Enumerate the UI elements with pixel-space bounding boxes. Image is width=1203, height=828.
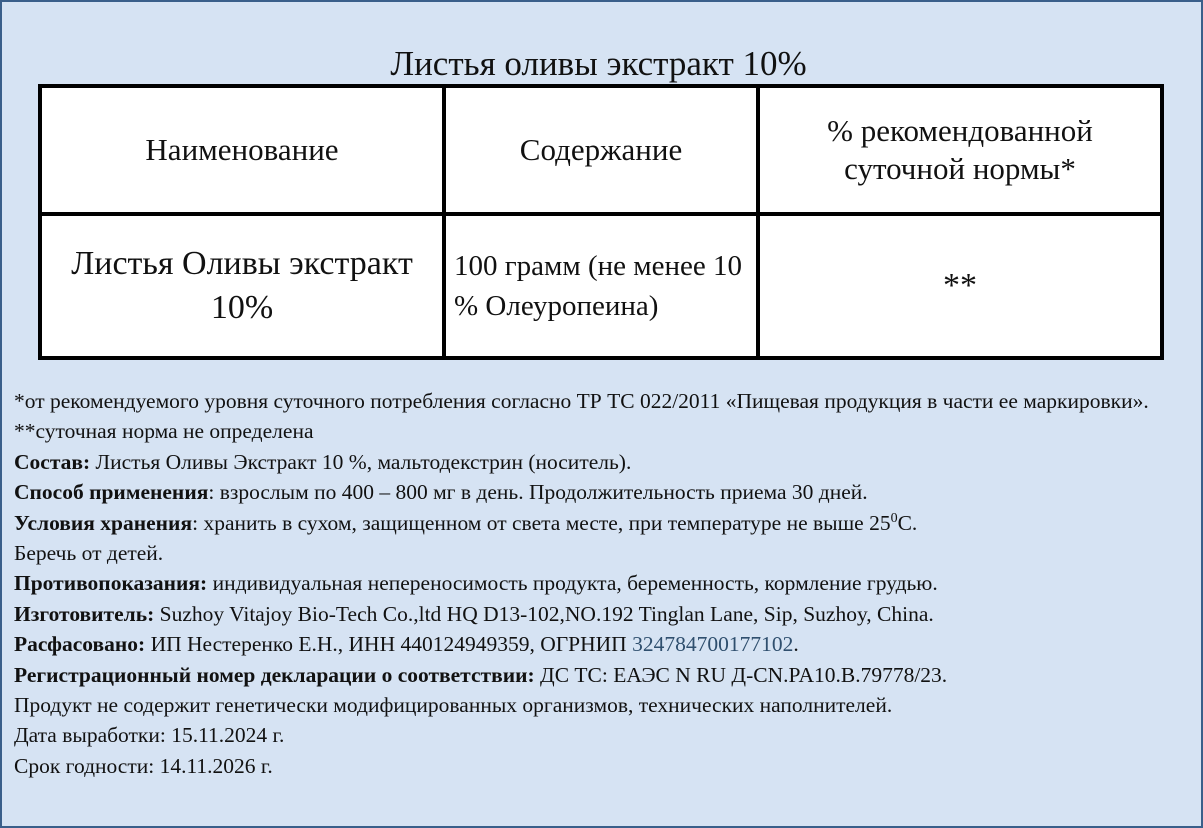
contraindications-line [14, 568, 1194, 598]
composition-line [14, 447, 1194, 477]
label-notes [14, 386, 1194, 781]
packed-text: ИП Нестеренко Е.Н., ИНН 440124949359, ОГРНИП [145, 632, 633, 657]
manufacturer-text: Suzhoy Vitajoy Bio-Tech Co.,ltd HQ D13-102,NO.192 Tinglan Lane, Sip, Suzhoy, China. [154, 601, 934, 626]
storage-line [14, 508, 1194, 538]
registration-line [14, 660, 1194, 690]
header-daily-percent: % рекомендованной суточной нормы* [758, 86, 1162, 214]
table-row [40, 214, 1162, 358]
cell-content: 100 грамм (не менее 10 % Олеуропеина) [444, 214, 758, 358]
composition-label: Состав: [14, 449, 91, 474]
storage-degree: 0 [890, 510, 898, 526]
nutrition-table [38, 84, 1164, 360]
header-name: Наименование [40, 86, 444, 214]
registration-label: Регистрационный номер декларации о соответствии: [14, 662, 535, 687]
manufacturer-label: Изготовитель: [14, 601, 155, 626]
gmo-statement: Продукт не содержит генетически модифицированных организмов, технических наполнителей. [14, 693, 893, 718]
storage-text: : хранить в сухом, защищенном от света месте, при температуре не выше 25 [192, 510, 891, 535]
children-warning: Беречь от детей. [14, 541, 164, 566]
usage-text: : взрослым по 400 – 800 мг в день. Продолжительность приема 30 дней. [208, 480, 868, 505]
table-header-row [40, 86, 1162, 214]
storage-unit: С. [897, 510, 918, 535]
packed-line [14, 629, 1194, 659]
cell-name: Листья Оливы экстракт 10% [40, 214, 444, 358]
header-content: Содержание [444, 86, 758, 214]
footnote-2: **суточная норма не определена [14, 419, 314, 444]
packed-end: . [793, 632, 799, 657]
packed-label: Расфасовано: [14, 632, 146, 657]
storage-label: Условия хранения [14, 510, 193, 535]
manufacturer-line [14, 599, 1194, 629]
production-date: Дата выработки: 15.11.2024 г. [14, 723, 285, 748]
registration-text: ДС ТС: ЕАЭС N RU Д-CN.PA10.В.79778/23. [534, 662, 948, 687]
composition-text: Листья Оливы Экстракт 10 %, мальтодекстрин (носитель). [90, 449, 632, 474]
expiry-date: Срок годности: 14.11.2026 г. [14, 753, 273, 778]
contraindications-label: Противопоказания: [14, 571, 208, 596]
cell-percent: ** [758, 214, 1162, 358]
product-title: Листья оливы экстракт 10% [390, 44, 807, 83]
ogrnip-number: 324784700177102 [632, 632, 794, 657]
usage-label: Способ применения [14, 480, 209, 505]
usage-line [14, 477, 1194, 507]
contraindications-text: индивидуальная непереносимость продукта, беременность, кормление грудью. [207, 571, 938, 596]
footnote-1: *от рекомендуемого уровня суточного потребления согласно ТР ТС 022/2011 «Пищевая продукция в части ее маркировки». [14, 389, 1149, 413]
